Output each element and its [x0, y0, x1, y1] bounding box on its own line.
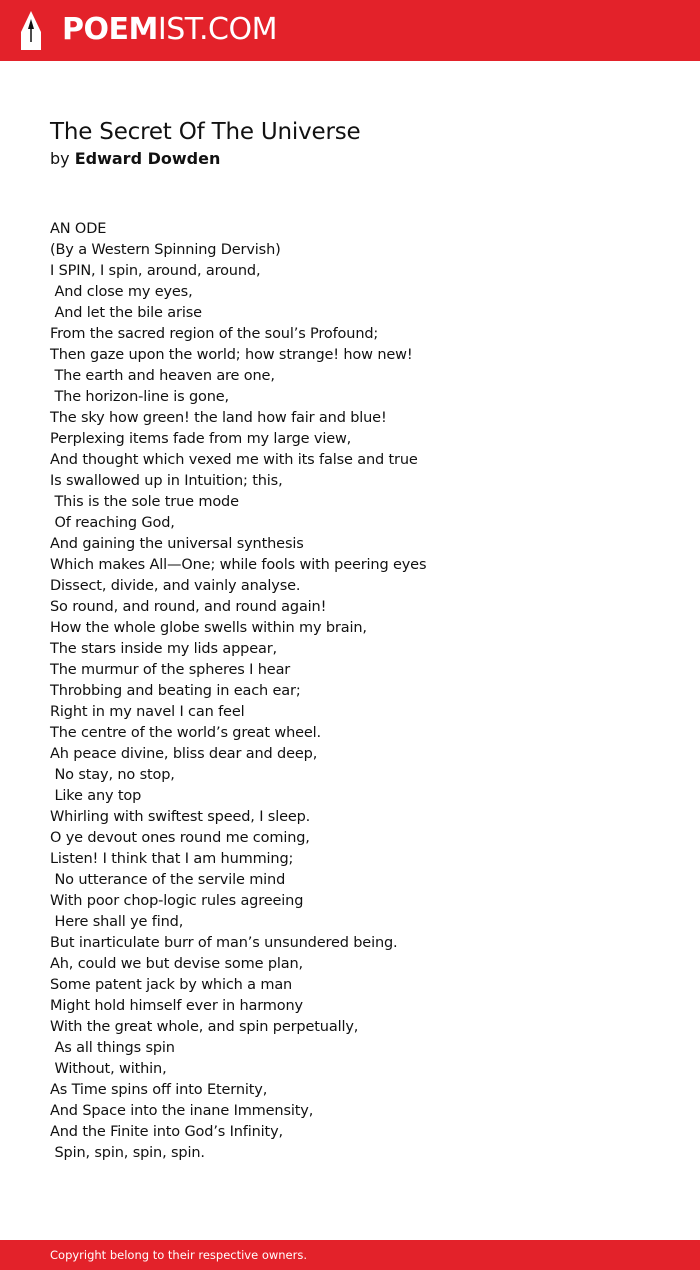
poem-line: Like any top [50, 788, 142, 804]
poem-line: (By a Western Spinning Dervish) [50, 242, 281, 258]
poem-line: The horizon-line is gone, [50, 389, 230, 405]
poem-title: The Secret Of The Universe [50, 119, 361, 145]
poem-line: Listen! I think that I am humming; [50, 851, 294, 867]
poem-line: Then gaze upon the world; how strange! how new! [50, 347, 413, 363]
poem-line: And let the bile arise [50, 305, 202, 321]
poem-line: I SPIN, I spin, around, around, [50, 263, 261, 279]
poem-line: Some patent jack by which a man [50, 977, 293, 993]
poem-line: Which makes All—One; while fools with peering eyes [50, 557, 427, 573]
poem-line: Is swallowed up in Intuition; this, [50, 473, 283, 489]
poem-line: This is the sole true mode [50, 494, 239, 510]
copyright-text: Copyright belong to their respective owners. [50, 1248, 308, 1262]
poem-line: Might hold himself ever in harmony [50, 998, 303, 1014]
poem-line: And gaining the universal synthesis [50, 536, 304, 552]
poem-line: The murmur of the spheres I hear [50, 662, 291, 678]
logo-name-bold: POEM [62, 12, 158, 47]
poem-line: As all things spin [50, 1040, 175, 1056]
poem-line: And Space into the inane Immensity, [50, 1103, 314, 1119]
pen-nib-icon[interactable] [18, 10, 44, 52]
poem-line: The stars inside my lids appear, [50, 641, 277, 657]
poem-line: With poor chop-logic rules agreeing [50, 893, 304, 909]
poem-line: Right in my navel I can feel [50, 704, 245, 720]
poem-line: Here shall ye find, [50, 914, 184, 930]
poem-line: The centre of the world’s great wheel. [50, 725, 321, 741]
poem-line: Without, within, [50, 1061, 167, 1077]
byline [50, 148, 220, 170]
site-footer [0, 1240, 700, 1270]
logo-name-light: IST.COM [157, 12, 277, 47]
poem-line: But inarticulate burr of man’s unsundered being. [50, 935, 398, 951]
poem-line: So round, and round, and round again! [50, 599, 327, 615]
poem-line: O ye devout ones round me coming, [50, 830, 310, 846]
poem-line: Perplexing items fade from my large view, [50, 431, 352, 447]
poem-line: No utterance of the servile mind [50, 872, 286, 888]
poem-line: Spin, spin, spin, spin. [50, 1145, 205, 1161]
author-name: Edward Dowden [74, 149, 221, 168]
poem-line: Whirling with swiftest speed, I sleep. [50, 809, 311, 825]
poem-line: Dissect, divide, and vainly analyse. [50, 578, 301, 594]
poem-line: From the sacred region of the soul’s Profound; [50, 326, 379, 342]
poem-line: Ah peace divine, bliss dear and deep, [50, 746, 318, 762]
poem-line: And the Finite into God’s Infinity, [50, 1124, 283, 1140]
poem-line: And thought which vexed me with its false and true [50, 452, 418, 468]
poem-line: Throbbing and beating in each ear; [50, 683, 301, 699]
poem-line: How the whole globe swells within my brain, [50, 620, 367, 636]
poem-line: And close my eyes, [50, 284, 193, 300]
poem-body [50, 219, 670, 1164]
site-logo[interactable] [62, 12, 277, 48]
poem-line: Ah, could we but devise some plan, [50, 956, 303, 972]
by-label: by [50, 149, 70, 168]
poem-line: The sky how green! the land how fair and blue! [50, 410, 387, 426]
poem-line: No stay, no stop, [50, 767, 175, 783]
poem-line: As Time spins off into Eternity, [50, 1082, 268, 1098]
site-header [0, 0, 700, 61]
poem-line: With the great whole, and spin perpetually, [50, 1019, 359, 1035]
poem-line: Of reaching God, [50, 515, 175, 531]
poem-line: AN ODE [50, 221, 107, 237]
poem-line: The earth and heaven are one, [50, 368, 275, 384]
